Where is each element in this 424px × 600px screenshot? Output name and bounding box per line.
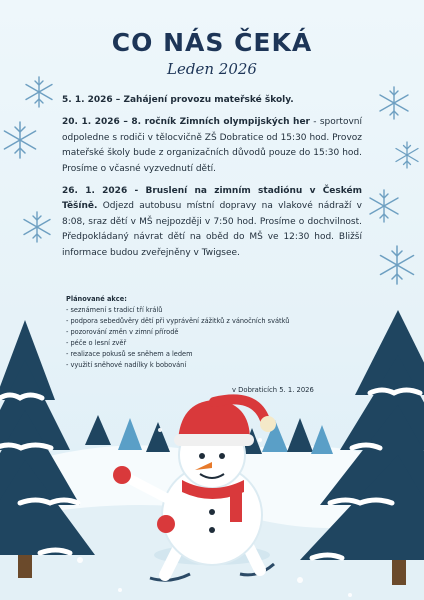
snowflake-icon <box>22 75 56 109</box>
snowflake-icon <box>376 85 412 121</box>
list-item: - podpora sebedůvěry dětí při vyprávění zážitků z vánočních svátků <box>66 316 326 327</box>
planned-activities-heading: Plánované akce: <box>66 295 127 303</box>
snowflake-icon <box>20 210 54 244</box>
list-item: - využití sněhové nadílky k bobování <box>66 360 326 371</box>
place-date-signature: v Dobraticích 5. 1. 2026 <box>232 386 314 394</box>
page-subtitle: Leden 2026 <box>167 60 257 78</box>
list-item: - seznámení s tradicí tří králů <box>66 305 326 316</box>
page-title: CO NÁS ČEKÁ <box>111 28 313 57</box>
event-description: Odjezd autobusu místní dopravy na vlakové nádraží v 8:08, sraz dětí v MŠ nejpozději v 7:50 hod. Prosíme o dochvilnost. Předpokládaný návrat dětí na oběd do MŠ ve 12:30 hod. Bližší informace budou zveřejněny v Twigsee. <box>62 201 362 258</box>
event-date-title: 26. 1. 2026 - Bruslení na zimním stadiónu v Českém Těšíně. <box>62 186 362 212</box>
snowflake-icon <box>376 244 418 286</box>
event-description: - sportovní odpoledne s rodiči v tělocvičně ZŠ Dobratice od 15:30 hod. Provoz mateřské školy bude z organizačních důvodů pouze do 15:30 hod. Prosíme o včasné vyzvednutí dětí. <box>62 117 362 174</box>
event-item <box>62 184 362 261</box>
planned-activities-list <box>66 305 326 371</box>
snowflake-icon <box>366 188 402 224</box>
event-date-title: 5. 1. 2026 – Zahájení provozu mateřské školy. <box>62 95 294 105</box>
event-item <box>62 115 362 177</box>
event-list <box>62 93 362 268</box>
snowflake-icon <box>392 140 422 170</box>
list-item: - realizace pokusů se sněhem a ledem <box>66 349 326 360</box>
snowflake-icon <box>0 120 40 160</box>
event-item <box>62 93 362 108</box>
event-date-title: 20. 1. 2026 – 8. ročník Zimních olympijských her <box>62 117 310 128</box>
list-item: - pozorování změn v zimní přírodě <box>66 327 326 338</box>
list-item: - péče o lesní zvěř <box>66 338 326 349</box>
planned-activities <box>66 294 326 371</box>
